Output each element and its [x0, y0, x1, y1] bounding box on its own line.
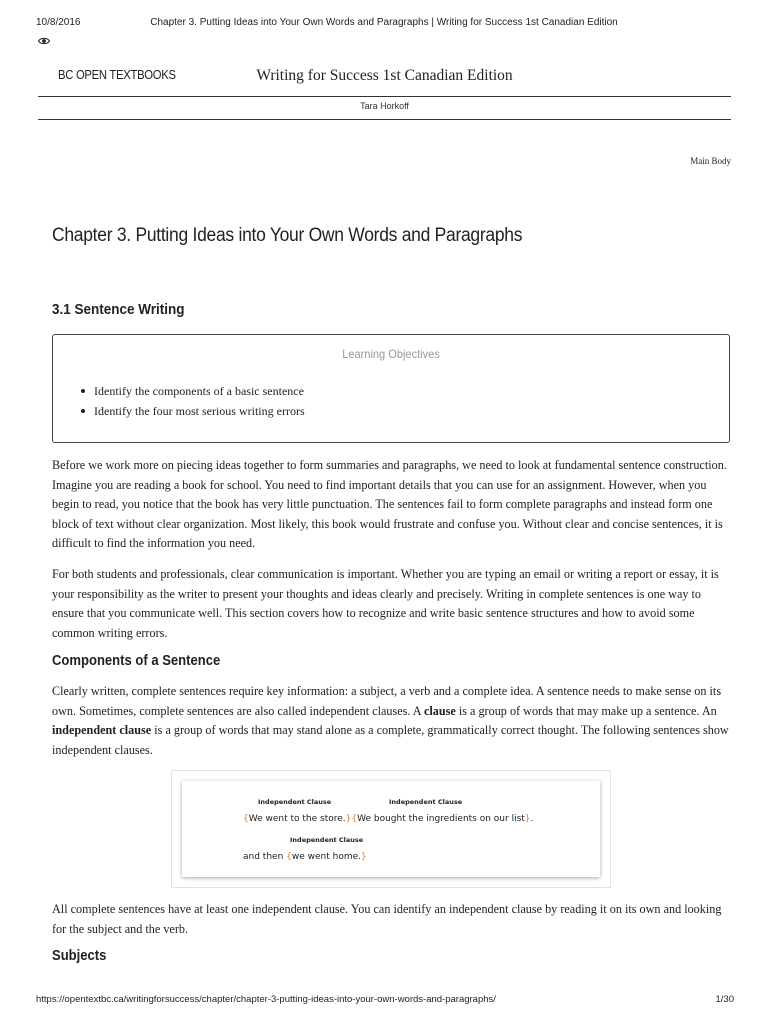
paragraph-communication: For both students and professionals, clear communication is important. Whether you are typing an email or writing a report or essay, it is your responsibility as the writer to present your thoughts and ideas clearly and precisely. Writing in complete sentences is one way to ensure that you communicate well. This section covers how to recognize and write basic sentence structures and how to avoid some common writing errors.: [52, 567, 719, 640]
text-run: is a group of words that may make up a sentence. An: [455, 703, 717, 718]
page-number: 1/30: [715, 994, 734, 1005]
paragraph-subject-verb: All complete sentences have at least one independent clause. You can identify an independent clause by reading it on its own and looking for the subject and the verb.: [52, 902, 722, 936]
heading-subjects: Subjects: [52, 948, 107, 964]
print-title: Chapter 3. Putting Ideas into Your Own Words and Paragraphs | Writing for Success 1st Canadian Edition: [150, 17, 618, 28]
brand-logo-text[interactable]: BC OPEN TEXTBOOKS: [58, 68, 176, 82]
figure-label: Independent Clause: [389, 798, 463, 806]
figure-label: Independent Clause: [290, 836, 364, 844]
term-clause: clause: [423, 703, 456, 718]
print-date: 10/8/2016: [36, 17, 81, 28]
list-item: Identify the components of a basic sentence: [94, 381, 305, 401]
list-item: Identify the four most serious writing errors: [94, 401, 305, 421]
header-divider-bottom: [38, 119, 731, 120]
text-run: is a group of words that may stand alone as a complete, grammatically correct thought. The following sentences show independent clauses.: [52, 723, 729, 757]
term-independent-clause: independent clause: [52, 723, 152, 738]
figure-label: Independent Clause: [258, 798, 332, 806]
book-title[interactable]: Writing for Success 1st Canadian Edition: [256, 67, 513, 84]
figure-line-2: and then {we went home.}: [243, 852, 367, 862]
learning-objectives-title: Learning Objectives: [342, 347, 440, 361]
header-divider-top: [38, 96, 731, 97]
clause-figure-image: [182, 781, 600, 877]
learning-objectives-list: [94, 381, 305, 421]
text-run: Clearly written, complete sentences require key information: a subject, a verb and a complete idea. A sentence needs to make sense on its own. Sometimes, complete sentences are also called independent clauses. A: [52, 684, 722, 718]
heading-components: Components of a Sentence: [52, 653, 221, 669]
author-name: Tara Horkoff: [360, 101, 409, 111]
section-heading: 3.1 Sentence Writing: [52, 301, 185, 318]
paragraph-intro: Before we work more on piecing ideas together to form summaries and paragraphs, we need to look at fundamental sentence construction. Imagine you are reading a book for school. You need to find important details that you can use for an assignment. However, when you begin to read, you notice that the book has very little punctuation. The sentences fail to form complete paragraphs and instead form one block of text without clear organization. Most likely, this book would frustrate and confuse you. Without clear and concise sentences, it is difficult to find the information you need.: [52, 458, 727, 551]
page-url[interactable]: https://opentextbc.ca/writingforsuccess/chapter/chapter-3-putting-ideas-into-your-own-words-and-paragraphs/: [36, 994, 496, 1005]
chapter-title: Chapter 3. Putting Ideas into Your Own Words and Paragraphs: [52, 225, 523, 246]
learning-objectives-box: [52, 334, 730, 443]
section-tag: Main Body: [690, 156, 731, 166]
clause-figure: [171, 770, 611, 888]
eye-icon[interactable]: [38, 36, 50, 46]
paragraph-clauses: [52, 682, 732, 760]
figure-line-1: {We went to the store.}{We bought the ingredients on our list}.: [243, 814, 534, 824]
